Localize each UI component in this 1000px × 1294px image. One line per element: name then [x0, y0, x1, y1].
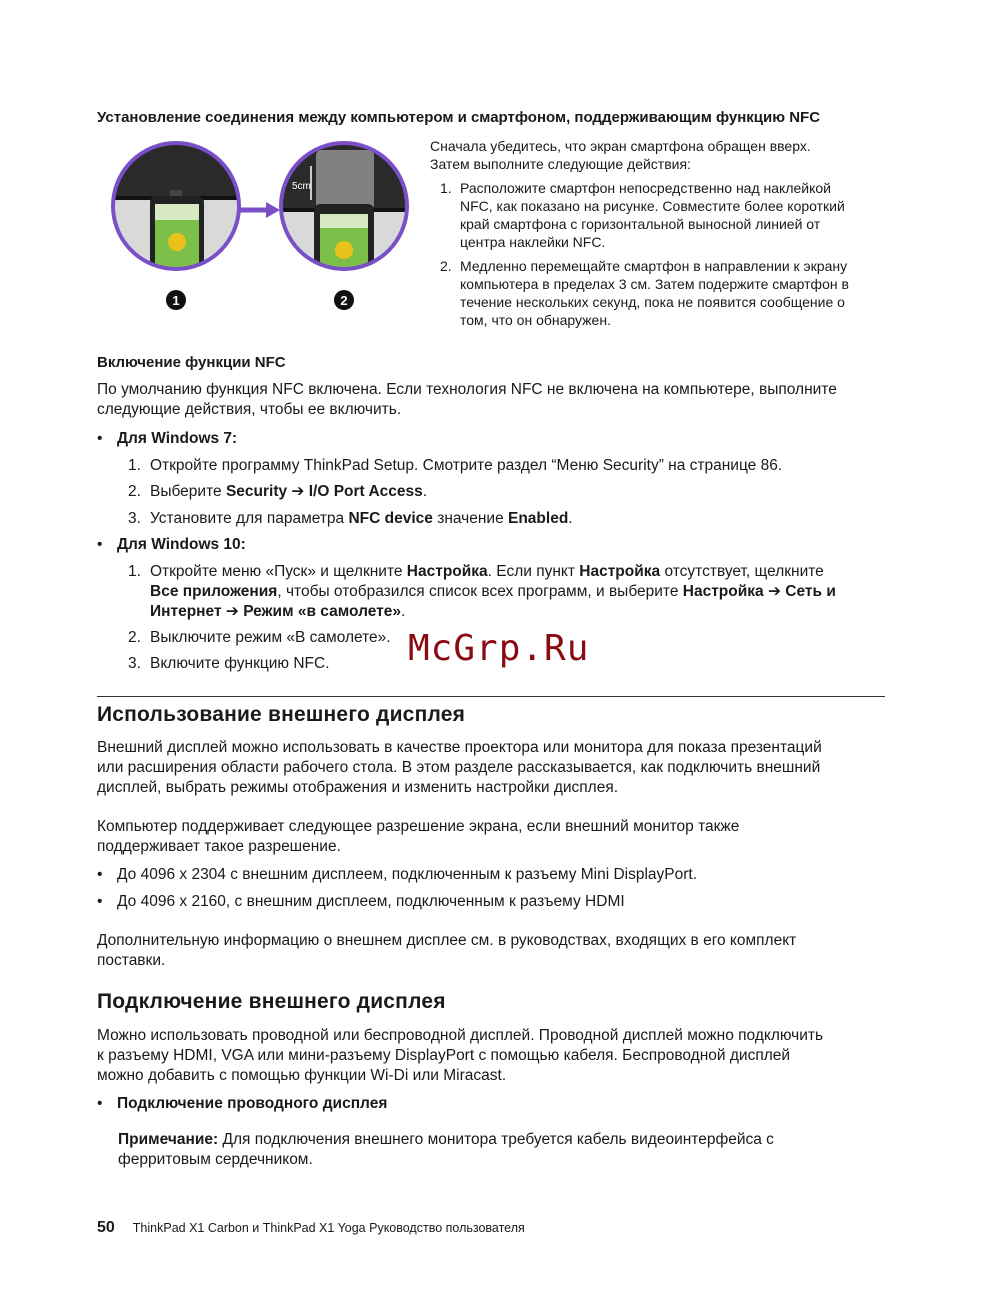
bullet-text: До 4096 x 2304 с внешним дисплеем, подключенным к разъему Mini DisplayPort.: [117, 866, 698, 883]
paragraph-line: Дополнительную информацию о внешнем дисплее см. в руководствах, входящих в его комплект: [97, 932, 797, 949]
win7-step-2: [128, 482, 427, 502]
step-text: Откройте программу ThinkPad Setup. Смотрите раздел “Меню Security” на странице 86.: [150, 457, 783, 474]
figure-label-2: 2: [340, 293, 348, 308]
note-text: ферритовым сердечником.: [118, 1151, 313, 1168]
step-line: центра наклейки NFC.: [460, 234, 606, 250]
resolution-bullet-1: [97, 865, 697, 885]
nfc-connect-heading: Установление соединения между компьютером и смартфоном, поддерживающим функцию NFC: [97, 109, 821, 126]
note: [118, 1130, 898, 1170]
enabled-value: Enabled: [508, 510, 569, 527]
figure-step1-illustration: [108, 138, 248, 280]
paragraph-line: Можно использовать проводной или беспроводной дисплей. Проводной дисплей можно подключить: [97, 1027, 824, 1044]
step-number: 3.: [128, 655, 141, 672]
step-line: Откройте меню «Пуск» и щелкните Настройка. Если пункт Настройка отсутствует, щелкните: [150, 563, 824, 580]
step-number: 2.: [128, 629, 141, 646]
bullet-text: До 4096 x 2160, с внешним дисплеем, подключенным к разъему HDMI: [117, 893, 625, 910]
step-line: Интернет ➔ Режим «в самолете».: [150, 603, 406, 620]
note-text: Для подключения внешнего монитора требуется кабель видеоинтерфейса с: [218, 1131, 774, 1148]
win10-label: Для Windows 10:: [117, 536, 246, 553]
step-text: значение: [432, 510, 508, 527]
airplane-mode-label: Режим «в самолете»: [243, 603, 401, 620]
paragraph-line: поддерживает такое разрешение.: [97, 838, 341, 855]
bullet-mark: •: [97, 893, 103, 910]
ext-display-heading: Использование внешнего дисплея: [97, 703, 466, 726]
arrow-right-icon: ➔: [225, 603, 239, 620]
settings-label: Настройка: [406, 563, 488, 580]
figure-distance-label: 5cm: [292, 181, 311, 192]
step-number: 2.: [440, 258, 452, 274]
step-number: 3.: [128, 510, 141, 527]
step-text: Выключите режим «В самолете».: [150, 629, 391, 646]
intro-line-2: Затем выполните следующие действия:: [430, 156, 691, 172]
network-label: Интернет: [150, 603, 222, 620]
paragraph-line: поставки.: [97, 952, 166, 969]
step-line: NFC, как показано на рисунке. Совместите более короткий: [460, 198, 845, 214]
menu-io-port-access: I/O Port Access: [308, 483, 423, 500]
paragraph-line: дисплей, выбрать режимы отображения и изменить настройки дисплея.: [97, 779, 619, 796]
win7-label: Для Windows 7:: [117, 430, 238, 447]
all-apps-label: Все приложения: [150, 583, 278, 600]
connect-display-p1: [97, 1026, 897, 1086]
watermark: McGrp.Ru: [408, 628, 590, 669]
nfc-connect-intro: [430, 137, 890, 173]
wired-display-bullet: [97, 1094, 387, 1114]
win10-step-1: [128, 562, 898, 622]
step-number: 1.: [128, 457, 141, 474]
win7-step-1: [128, 456, 782, 476]
nfc-step-1: [440, 179, 890, 251]
step-text: Выберите: [150, 483, 226, 500]
intro-line-1: Сначала убедитесь, что экран смартфона обращен вверх.: [430, 138, 811, 154]
paragraph-line: По умолчанию функция NFC включена. Если технология NFC не включена на компьютере, выполните: [97, 381, 837, 398]
settings-label: Настройка: [682, 583, 764, 600]
step-line: Все приложения, чтобы отобразился список всех программ, и выберите Настройка ➔ Сеть и: [150, 583, 836, 600]
nfc-step-2: [440, 257, 890, 329]
bullet-mark: •: [97, 866, 103, 883]
win7-bullet: [97, 429, 237, 449]
paragraph-line: Внешний дисплей можно использовать в качестве проектора или монитора для показа презентаций: [97, 739, 822, 756]
win7-step-3: [128, 509, 573, 529]
paragraph-line: к разъему HDMI, VGA или мини-разъему DisplayPort с помощью кабеля. Беспроводной дисплей: [97, 1047, 791, 1064]
nfc-connect-steps: [440, 179, 890, 329]
step-line: край смартфона с горизонтальной выносной линией от: [460, 216, 821, 232]
arrow-right-icon: ➔: [767, 583, 781, 600]
step-number: 2.: [128, 483, 141, 500]
bullet-mark: •: [97, 1095, 103, 1112]
network-label: Сеть и: [785, 583, 836, 600]
footer-title: ThinkPad X1 Carbon и ThinkPad X1 Yoga Руководство пользователя: [132, 1221, 525, 1235]
bullet-mark: •: [97, 430, 103, 447]
settings-label: Настройка: [579, 563, 661, 580]
resolution-bullet-2: [97, 892, 625, 912]
page-number: 50: [97, 1219, 115, 1236]
note-label: Примечание:: [118, 1131, 219, 1148]
punctuation: .: [422, 483, 428, 500]
step-line: том, что он обнаружен.: [460, 312, 611, 328]
nfc-enable-heading: Включение функции NFC: [97, 354, 286, 371]
figure-label-1: 1: [172, 293, 180, 308]
step-line: течение нескольких секунд, пока не появится сообщение о: [460, 294, 845, 310]
nfc-device-param: NFC device: [348, 510, 433, 527]
ext-display-p3: [97, 931, 897, 971]
section-divider: [97, 696, 885, 697]
step-number: 1.: [440, 180, 452, 196]
paragraph-line: или расширения области рабочего стола. В этом разделе рассказывается, как подключить внешний: [97, 759, 821, 776]
step-line: компьютера в пределах 3 см. Затем подержите смартфон в: [460, 276, 849, 292]
ext-display-p2: [97, 817, 897, 857]
connect-display-heading: Подключение внешнего дисплея: [97, 990, 446, 1013]
menu-security: Security: [225, 483, 288, 500]
step-text: Включите функцию NFC.: [150, 655, 330, 672]
paragraph-line: Компьютер поддерживает следующее разрешение экрана, если внешний монитор также: [97, 818, 740, 835]
win10-step-2: [128, 628, 391, 648]
step-line: Медленно перемещайте смартфон в направлении к экрану: [460, 258, 848, 274]
step-text: Установите для параметра: [150, 510, 349, 527]
wired-display-label: Подключение проводного дисплея: [117, 1095, 388, 1112]
win10-bullet: [97, 535, 246, 555]
win10-step-3: [128, 654, 330, 674]
paragraph-line: следующие действия, чтобы ее включить.: [97, 401, 402, 418]
step-number: 1.: [128, 563, 141, 580]
nfc-figure: [108, 138, 413, 316]
punctuation: .: [568, 510, 573, 527]
paragraph-line: можно добавить с помощью функции Wi-Di или Miracast.: [97, 1067, 507, 1084]
bullet-mark: •: [97, 536, 103, 553]
step-line: Расположите смартфон непосредственно над наклейкой: [460, 180, 831, 196]
page-footer: [97, 1219, 525, 1237]
nfc-enable-paragraph: [97, 380, 897, 420]
arrow-right-icon: ➔: [291, 483, 305, 500]
ext-display-p1: [97, 738, 897, 798]
figure-step2-illustration: [278, 138, 413, 282]
